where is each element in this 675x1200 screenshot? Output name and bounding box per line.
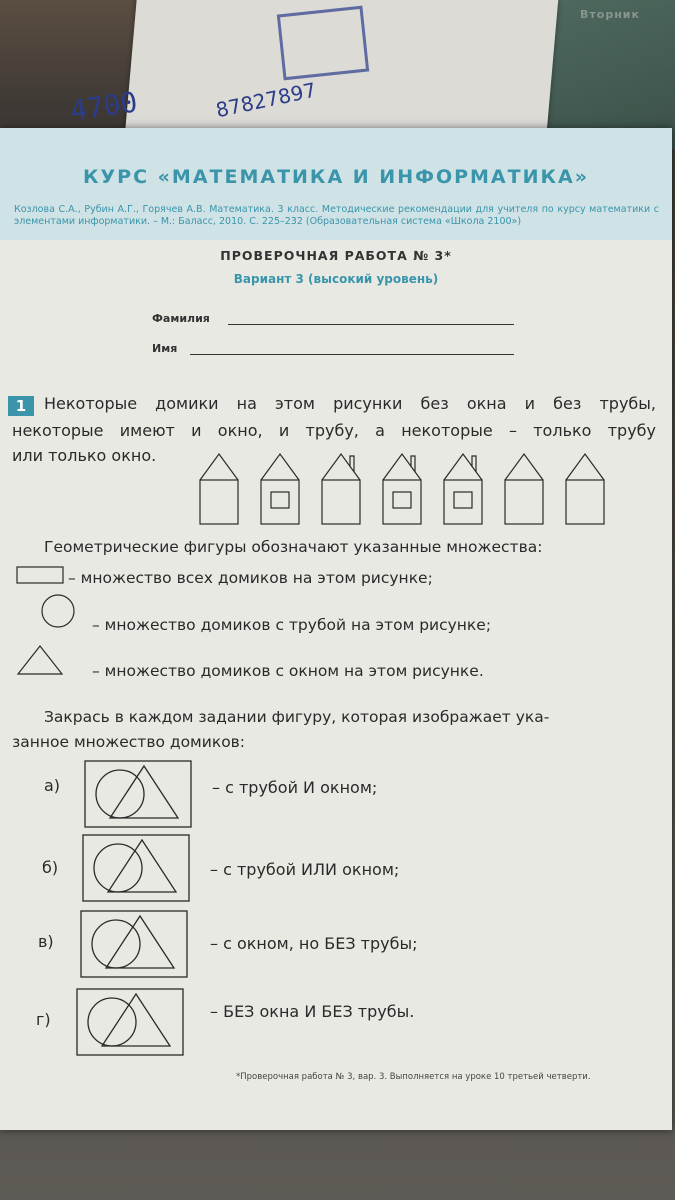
circle-icon (40, 594, 80, 630)
house-3 (322, 454, 360, 524)
instruction-line-1: Закрась в каждом задании фигуру, которая изображает ука- (44, 708, 550, 726)
name-label: Имя (152, 342, 178, 355)
item-c-text: – с окном, но БЕЗ трубы; (210, 934, 418, 953)
task-text-line-1: Некоторые домики на этом рисунки без окна и без трубы, (44, 394, 656, 413)
venn-diagram-a[interactable] (84, 760, 194, 830)
venn-diagram-c[interactable] (80, 910, 190, 980)
houses-illustration (190, 444, 610, 529)
item-c-label: в) (38, 932, 54, 951)
window (393, 492, 411, 508)
house-7 (566, 454, 604, 524)
instruction-line-2: занное множество домиков: (12, 733, 246, 751)
item-b-label: б) (42, 858, 59, 877)
house-5 (444, 454, 482, 524)
house-6 (505, 454, 543, 524)
surname-field[interactable] (228, 324, 514, 325)
handwritten-phone: 87827897 (213, 77, 319, 123)
footnote: *Проверочная работа № 3, вар. 3. Выполняется на уроке 10 третьей четверти. (236, 1072, 591, 1082)
legend-text-triangle: – множество домиков с окном на этом рисунке. (92, 662, 484, 680)
task-number: 1 (8, 396, 34, 416)
item-a-label: а) (44, 776, 61, 795)
surname-label: Фамилия (152, 312, 210, 325)
worksheet (0, 128, 672, 1130)
house-1 (200, 454, 238, 524)
universe-rectangle[interactable] (85, 761, 191, 827)
pen-scribble (277, 6, 369, 81)
legend-text-rectangle: – множество всех домиков на этом рисунке; (68, 569, 433, 587)
house-4 (383, 454, 421, 524)
task-text-line-2: некоторые имеют и окно, и трубу, а некоторые – только трубу (12, 421, 656, 440)
item-d-label: г) (36, 1010, 51, 1029)
house-2 (261, 454, 299, 524)
item-d-text: – БЕЗ окна И БЕЗ трубы. (210, 1002, 415, 1021)
task-text-line-3: или только окно. (12, 446, 157, 465)
universe-rectangle[interactable] (81, 911, 187, 977)
work-title: ПРОВЕРОЧНАЯ РАБОТА № 3* (220, 248, 452, 263)
citation: Козлова С.А., Рубин А.Г., Горячев А.В. Математика. 3 класс. Методические рекомендации для учителя по курсу математики с элементами информатики. – М.: Баласс, 2010. С. 225–232 (Образовательная система «Школа 2100») (14, 204, 659, 227)
notebook-label: Вторник (580, 8, 640, 21)
course-title: КУРС «МАТЕМАТИКА И ИНФОРМАТИКА» (82, 166, 590, 188)
item-b-text: – с трубой ИЛИ окном; (210, 860, 400, 879)
rectangle-icon (16, 566, 66, 586)
window (271, 492, 289, 508)
variant-label: Вариант 3 (высокий уровень) (233, 272, 439, 286)
venn-diagram-b[interactable] (82, 834, 192, 904)
handwritten-number: 4700 (68, 85, 140, 128)
legend-intro: Геометрические фигуры обозначают указанные множества: (44, 538, 543, 556)
name-field[interactable] (190, 354, 514, 355)
legend-text-circle: – множество домиков с трубой на этом рисунке; (92, 616, 492, 634)
window (454, 492, 472, 508)
item-a-text: – с трубой И окном; (212, 778, 378, 797)
universe-rectangle[interactable] (77, 989, 183, 1055)
venn-diagram-d[interactable] (76, 988, 186, 1058)
triangle-icon (18, 644, 68, 680)
universe-rectangle[interactable] (83, 835, 189, 901)
